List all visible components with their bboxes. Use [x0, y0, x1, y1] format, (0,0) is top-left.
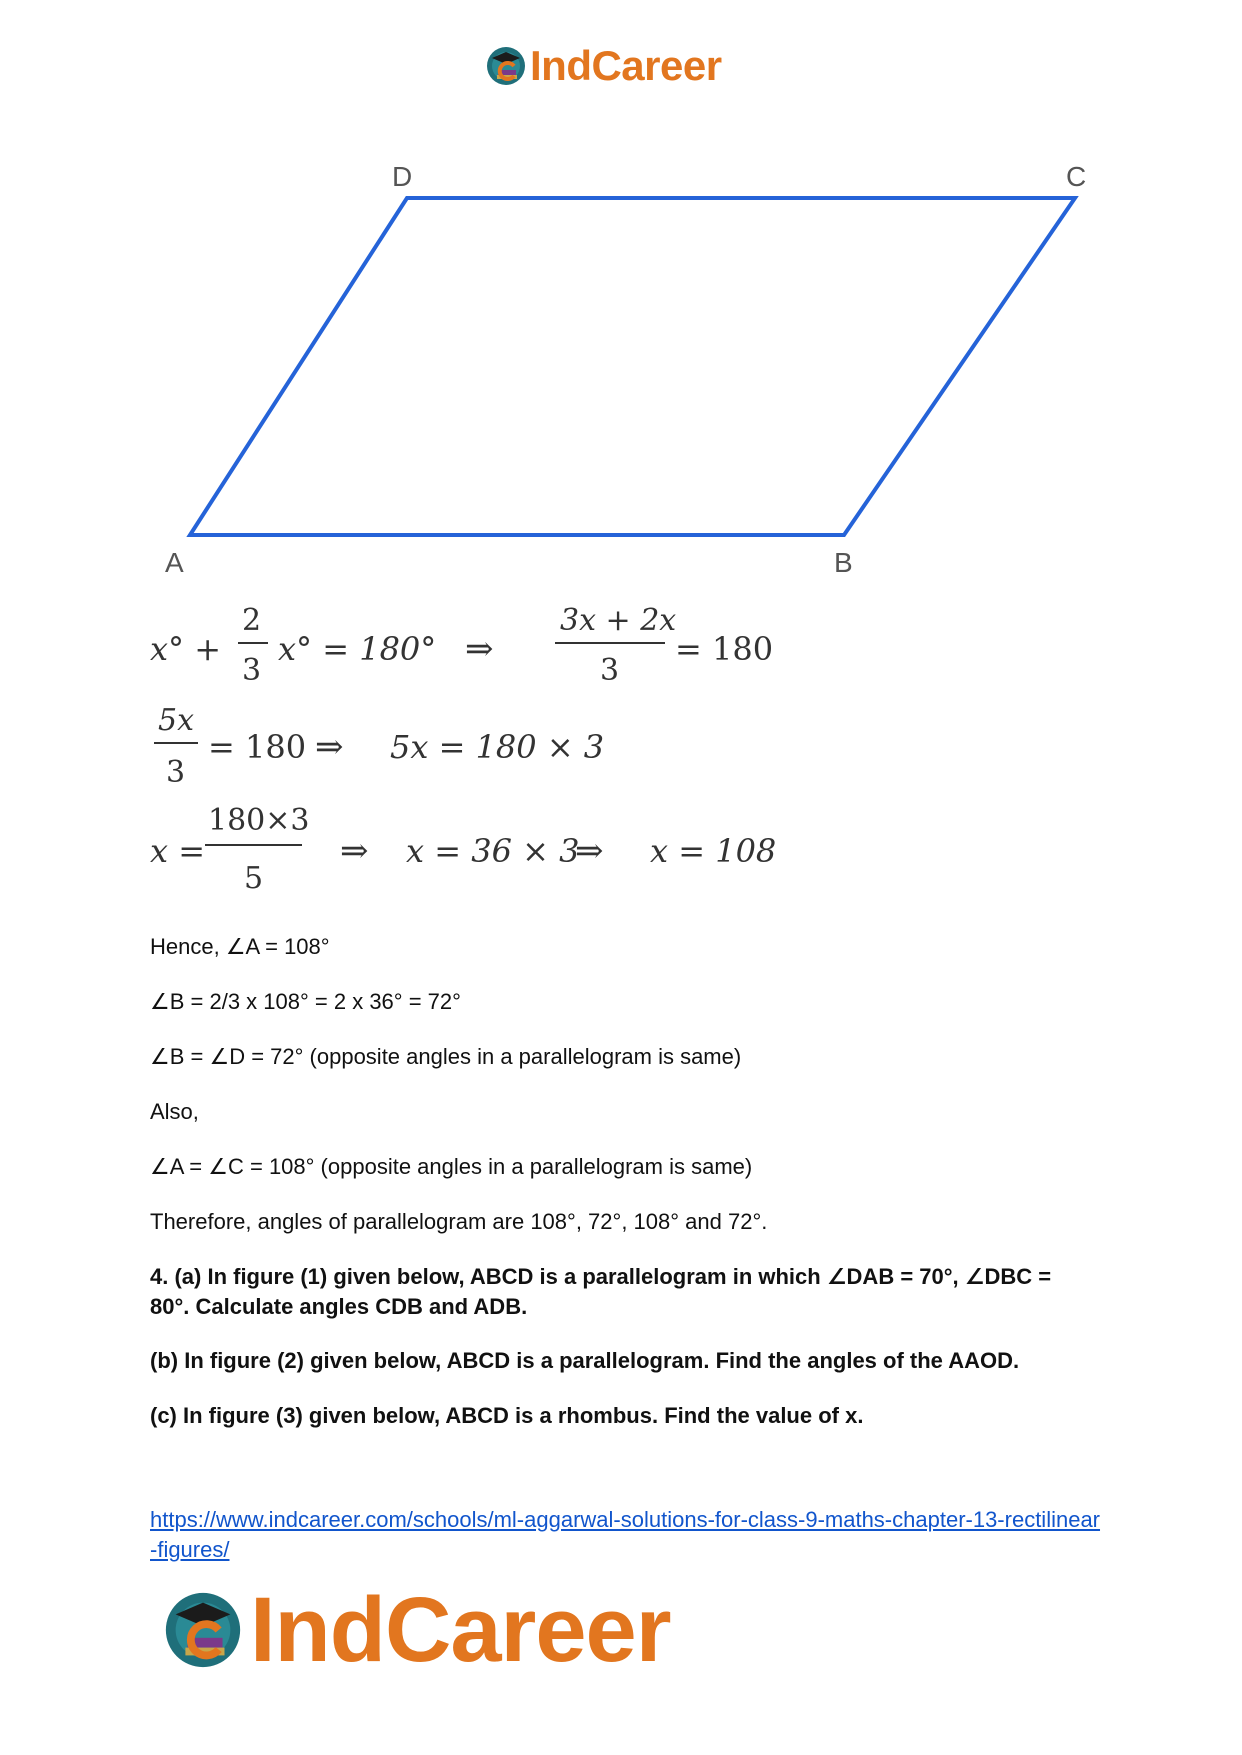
eq3-arrow-2: ⇒	[575, 831, 604, 871]
eq3-tail: x = 108	[650, 832, 777, 870]
eq2-frac-den: 3	[166, 755, 186, 790]
solution-conclusion: Therefore, angles of parallelogram are 108°, 72°, 108° and 72°.	[150, 1209, 768, 1234]
eq1-frac2-den: 3	[600, 653, 620, 688]
eq1-frac1-num: 2	[242, 603, 262, 638]
indcareer-logo-footer	[160, 1580, 720, 1680]
parallelogram-abcd	[190, 198, 1075, 535]
equation-line-1	[150, 603, 773, 688]
vertex-label-c: C	[1066, 161, 1087, 192]
logo-emblem-icon	[484, 44, 528, 88]
source-link[interactable]: https://www.indcareer.com/schools/ml-aggarwal-solutions-for-class-9-maths-chapter-13-rectilinear-figures/	[150, 1507, 1101, 1562]
eq1-lhs-a: x° +	[150, 630, 222, 668]
equation-line-2	[154, 703, 604, 790]
logo-wordmark: IndCareer	[530, 42, 722, 89]
eq3-lhs: x =	[150, 832, 206, 870]
vertex-label-b: B	[834, 547, 853, 578]
question-4a: 4. (a) In figure (1) given below, ABCD is a parallelogram in which ∠DAB = 70°, ∠DBC = 80°. Calculate angles CDB and ADB.	[150, 1264, 1052, 1319]
eq1-rhs: = 180	[675, 630, 774, 668]
question-4c: (c) In figure (3) given below, ABCD is a rhombus. Find the value of x.	[150, 1403, 864, 1428]
solution-line-angle-a-c: ∠A = ∠C = 108° (opposite angles in a parallelogram is same)	[150, 1154, 753, 1179]
parallelogram-figure	[140, 150, 1120, 590]
logo-emblem-icon	[160, 1587, 246, 1673]
solution-line-angle-b-d: ∠B = ∠D = 72° (opposite angles in a parallelogram is same)	[150, 1044, 742, 1069]
eq1-lhs-b: x° = 180°	[278, 630, 437, 668]
vertex-label-a: A	[165, 547, 184, 578]
eq3-frac-num: 180×3	[208, 803, 310, 838]
math-working	[150, 598, 910, 908]
indcareer-logo-header	[484, 40, 764, 92]
solution-line-angle-b: ∠B = 2/3 x 108° = 2 x 36° = 72°	[150, 989, 461, 1014]
eq3-frac-den: 5	[244, 861, 264, 896]
logo-wordmark: IndCareer	[250, 1579, 671, 1681]
eq2-tail: 5x = 180 × 3	[390, 728, 605, 766]
equation-line-3	[150, 803, 776, 896]
eq1-frac2-num: 3x + 2x	[560, 603, 677, 638]
question-4b: (b) In figure (2) given below, ABCD is a parallelogram. Find the angles of the AAOD.	[150, 1348, 1020, 1373]
eq3-arrow-1: ⇒	[340, 831, 369, 871]
solution-line-also: Also,	[150, 1099, 199, 1124]
eq3-mid: x = 36 × 3	[406, 832, 580, 870]
eq1-frac1-den: 3	[242, 653, 262, 688]
eq2-arrow: ⇒	[315, 727, 344, 767]
eq2-frac-num: 5x	[158, 703, 195, 738]
solution-line-angle-a: Hence, ∠A = 108°	[150, 934, 330, 959]
vertex-label-d: D	[392, 161, 413, 192]
eq1-arrow: ⇒	[465, 629, 494, 669]
eq2-rhs: = 180	[208, 728, 307, 766]
